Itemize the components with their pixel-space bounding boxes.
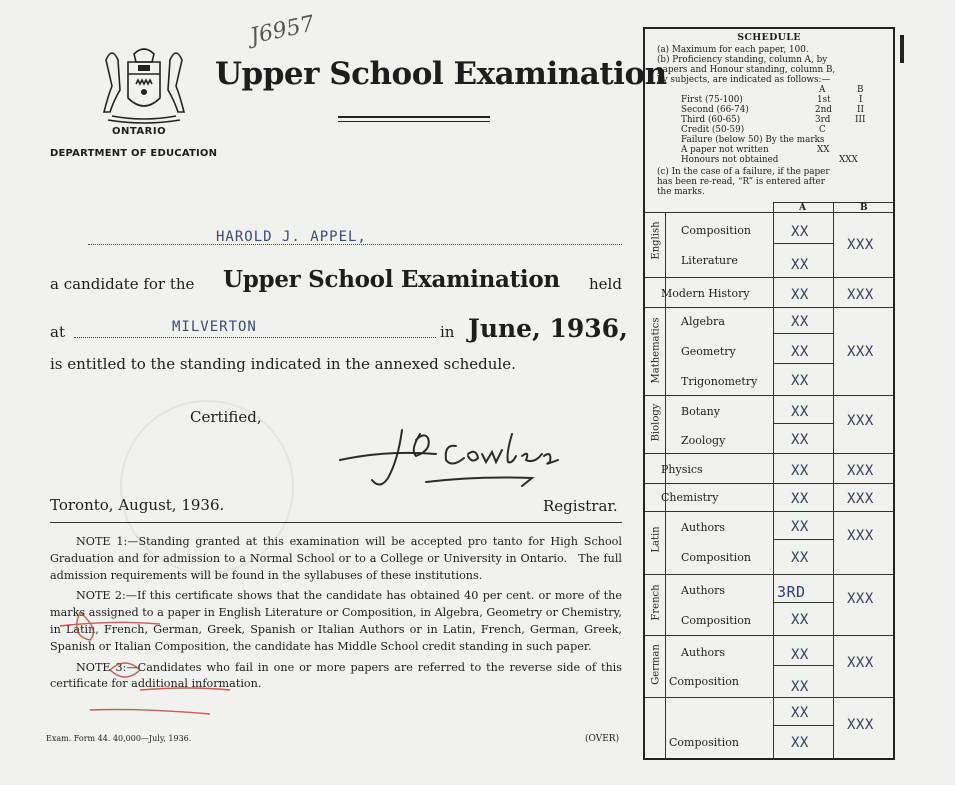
title-rule [338, 121, 490, 122]
mark-a: XX [791, 550, 809, 566]
subject-label: Authors [681, 646, 726, 659]
legend-head-a: A [819, 85, 826, 95]
candidate-prefix: a candidate for the [50, 275, 195, 293]
grid-line [773, 423, 833, 424]
grid-line [645, 574, 893, 575]
page-title: Upper School Examination [215, 56, 667, 92]
legend-a: C [819, 125, 826, 135]
edge-mark [900, 35, 904, 63]
at-label: at [50, 323, 65, 341]
legend-a: 3rd [815, 115, 831, 125]
mark-a: XX [791, 224, 809, 240]
mark-b: XXX [847, 237, 874, 253]
subject-label: Composition [669, 675, 739, 688]
schedule-title: SCHEDULE [737, 32, 801, 43]
mark-a: XX [791, 735, 809, 751]
mark-a: XX [791, 314, 809, 330]
column-b-header: B [860, 203, 868, 213]
grid-line [645, 453, 893, 454]
province-label: ONTARIO [112, 126, 167, 137]
legend-label: Third (60-65) [681, 115, 741, 125]
subject-label: Physics [661, 463, 703, 476]
mark-a: XX [791, 404, 809, 420]
group-label-biology: Biology [650, 403, 662, 442]
in-label: in [440, 323, 455, 341]
subject-label: Composition [669, 736, 739, 749]
notes-divider [50, 522, 622, 523]
grid-line [645, 483, 893, 484]
group-label-latin: Latin [650, 526, 662, 553]
legend-b: III [855, 115, 866, 125]
schedule-line: (b) Proficiency standing, column A, by [657, 55, 828, 65]
mark-b: XXX [847, 344, 874, 360]
mark-a: XX [791, 647, 809, 663]
grid-line [773, 665, 833, 666]
exam-date: June, 1936, [468, 314, 628, 343]
note-2: NOTE 2:—If this certificate shows that the candidate has obtained 40 per cent. or more of the marks assigned to a paper in English Literature or Composition, in Algebra, Geometry or Chemistry, in Latin, French, German, Greek, Spanish or Italian Authors or in Latin, French, German, Greek, Spanish or Italian Composition, the candidate has Middle School credit standing in such paper. [50, 589, 622, 653]
schedule-line: by subjects, are indicated as follows:— [657, 75, 831, 85]
standing-statement: is entitled to the standing indicated in the annexed schedule. [50, 355, 516, 373]
subject-label: Authors [681, 584, 726, 597]
subject-label: Geometry [681, 345, 736, 358]
legend-a: 2nd [815, 105, 832, 115]
column-a-header: A [799, 203, 806, 213]
mark-b: XXX [847, 528, 874, 544]
legend-b: I [859, 95, 863, 105]
legend-a: 1st [817, 95, 831, 105]
mark-a: XX [791, 705, 809, 721]
mark-a: XX [791, 344, 809, 360]
subject-label: Chemistry [661, 491, 719, 504]
location: MILVERTON [172, 319, 257, 335]
grid-line [645, 697, 893, 698]
grid-line [645, 212, 893, 213]
not-written-label: A paper not written [681, 145, 769, 155]
grid-line [645, 277, 893, 278]
mark-a: XX [791, 491, 809, 507]
mark-a: XX [791, 287, 809, 303]
honours-code: XXX [839, 155, 858, 165]
form-number: Exam. Form 44. 40,000—July, 1936. [46, 734, 192, 743]
exam-name-inline: Upper School Examination [223, 266, 560, 293]
grid-line [645, 395, 893, 396]
mark-a: XX [791, 432, 809, 448]
handwritten-number: J6957 [248, 11, 317, 50]
over-label: (OVER) [585, 734, 620, 744]
subject-label: Composition [681, 614, 751, 627]
mark-b: XXX [847, 463, 874, 479]
grid-line [645, 511, 893, 512]
mark-b: XXX [847, 591, 874, 607]
subject-label: Composition [681, 224, 751, 237]
schedule-line: papers and Honour standing, column B, [657, 65, 836, 75]
mark-a: XX [791, 679, 809, 695]
department-label: DEPARTMENT OF EDUCATION [50, 148, 218, 159]
grid-line [773, 243, 833, 244]
certified-label: Certified, [190, 408, 262, 426]
mark-a: XX [791, 463, 809, 479]
subject-label: Composition [681, 551, 751, 564]
group-label-english: English [650, 221, 662, 260]
subject-label: Authors [681, 521, 726, 534]
failure-line: Failure (below 50) By the marks [681, 135, 825, 145]
subject-label: Modern History [661, 287, 750, 300]
group-label-german: German [650, 644, 662, 685]
mark-b: XXX [847, 717, 874, 733]
registrar-label: Registrar. [543, 497, 618, 515]
legend-label: First (75-100) [681, 95, 743, 105]
subject-label: Botany [681, 405, 720, 418]
note-c-line: (c) In the case of a failure, if the paper [657, 167, 830, 177]
grid-line [773, 602, 833, 603]
mark-b: XXX [847, 655, 874, 671]
grid-line [833, 202, 834, 758]
grid-line [773, 363, 833, 364]
group-label-mathematics: Mathematics [650, 317, 662, 384]
place-and-date: Toronto, August, 1936. [50, 496, 225, 514]
mark-b: XXX [847, 491, 874, 507]
legend-b: II [857, 105, 864, 115]
grid-line [645, 635, 893, 636]
schedule-panel [643, 27, 895, 760]
registrar-signature [336, 420, 576, 500]
subject-label: Zoology [681, 434, 726, 447]
note-1: NOTE 1:—Standing granted at this examination will be accepted pro tanto for High School Graduation and for admission to a Normal School or to a College or University in Ontario. The full admission requirements will be found in the syllabuses of these institutions. [50, 535, 622, 582]
grid-line [773, 333, 833, 334]
title-rule [338, 116, 490, 118]
mark-a: XX [791, 257, 809, 273]
grid-line [645, 307, 893, 308]
held-label: held [589, 275, 622, 293]
subject-label: Algebra [681, 315, 725, 328]
subject-label: Trigonometry [681, 375, 758, 388]
mark-a: XX [791, 373, 809, 389]
note-c-line: has been re-read, “R” is entered after [657, 177, 825, 187]
schedule-line: (a) Maximum for each paper, 100. [657, 45, 809, 55]
mark-b: XXX [847, 287, 874, 303]
legend-head-b: B [857, 85, 864, 95]
group-label-french: French [650, 584, 662, 621]
ontario-crest-icon [98, 40, 190, 128]
grid-line [773, 539, 833, 540]
candidate-name: HAROLD J. APPEL, [216, 229, 367, 245]
notes-section [50, 534, 622, 693]
mark-a: XX [791, 612, 809, 628]
mark-a: 3RD [777, 583, 806, 601]
honours-label: Honours not obtained [681, 155, 779, 165]
location-dotted-line [74, 337, 436, 338]
grid-line [773, 202, 774, 758]
grid-line [773, 725, 833, 726]
not-written-code: XX [817, 145, 830, 155]
legend-label: Credit (50-59) [681, 125, 745, 135]
subject-label: Literature [681, 254, 738, 267]
mark-a: XX [791, 519, 809, 535]
legend-label: Second (66-74) [681, 105, 749, 115]
mark-b: XXX [847, 413, 874, 429]
note-c-line: the marks. [657, 187, 705, 197]
note-3: NOTE 3:—Candidates who fail in one or more papers are referred to the reverse side of this certificate for additional information. [50, 660, 622, 691]
